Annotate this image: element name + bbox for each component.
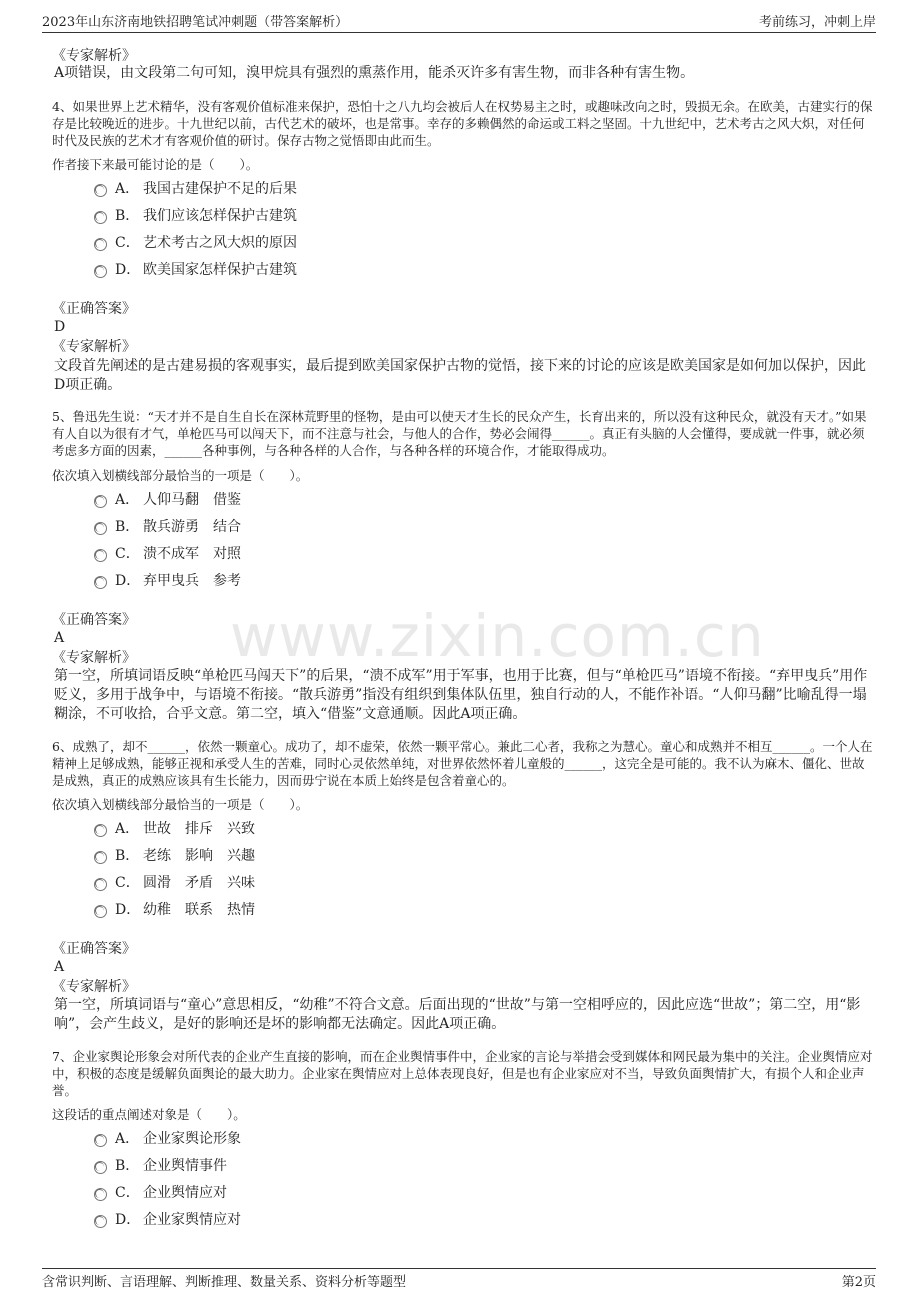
q7-prompt: 这段话的重点阐述对象是（ ）。 bbox=[52, 1107, 246, 1122]
radio-icon[interactable] bbox=[94, 1134, 107, 1147]
q6-option-d[interactable]: D． 幼稚 联系 热情 bbox=[94, 899, 255, 919]
radio-icon[interactable] bbox=[94, 549, 107, 562]
q5-option-a[interactable]: A． 人仰马翻 借鉴 bbox=[94, 489, 241, 509]
radio-icon[interactable] bbox=[94, 184, 107, 197]
radio-icon[interactable] bbox=[94, 1161, 107, 1174]
q6-answer: A bbox=[54, 959, 65, 975]
radio-icon[interactable] bbox=[94, 851, 107, 864]
header-slogan: 考前练习，冲刺上岸 bbox=[758, 14, 876, 30]
radio-icon[interactable] bbox=[94, 576, 107, 589]
radio-icon[interactable] bbox=[94, 522, 107, 535]
q4-option-c[interactable]: C． 艺术考古之风大炽的原因 bbox=[94, 232, 297, 252]
radio-icon[interactable] bbox=[94, 1188, 107, 1201]
q6-prompt: 依次填入划横线部分最恰当的一项是（ ）。 bbox=[52, 797, 309, 812]
q6-explanation: 第一空，所填词语与“童心”意思相反，“幼稚”不符合文意。后面出现的“世故”与第一空相呼应的，因此应选“世故”；第二空，用“影响”，会产生歧义，是好的影响还是坏的影响都无法确定。因此A项正确。 bbox=[54, 997, 861, 1032]
q7-option-d[interactable]: D． 企业家舆情应对 bbox=[94, 1209, 241, 1229]
q6-option-c[interactable]: C． 圆滑 矛盾 兴味 bbox=[94, 872, 255, 892]
q5-prompt: 依次填入划横线部分最恰当的一项是（ ）。 bbox=[52, 468, 309, 483]
q7-option-a[interactable]: A． 企业家舆论形象 bbox=[94, 1128, 241, 1148]
q4-explanation: 文段首先阐述的是古建易损的客观事实，最后提到欧美国家保护古物的觉悟，接下来的讨论的应该是欧美国家是如何加以保护，因此D项正确。 bbox=[54, 358, 866, 393]
q4-answer: D bbox=[54, 319, 66, 335]
q4-prompt: 作者接下来最可能讨论的是（ ）。 bbox=[52, 157, 259, 172]
q6-option-a[interactable]: A． 世故 排斥 兴致 bbox=[94, 818, 255, 838]
q7-stem: 7、企业家舆论形象会对所代表的企业产生直接的影响，而在企业舆情事件中，企业家的言论与举措会受到媒体和网民最为集中的关注。企业舆情应对中，积极的态度是缓解负面舆论的最大助力。企业家在舆情应对上总体表现良好，但是也有企业家应对不当，导致负面舆情扩大，有损个人和企业声誉。 bbox=[52, 1049, 873, 1098]
q4-option-a[interactable]: A． 我国古建保护不足的后果 bbox=[94, 178, 297, 198]
expert-label: 《专家解析》 bbox=[52, 650, 136, 666]
q7-option-b[interactable]: B． 企业舆情事件 bbox=[94, 1155, 227, 1175]
q5-stem: 5、鲁迅先生说：“天才并不是自生自长在深林荒野里的怪物，是由可以使天才生长的民众产生，长育出来的，所以没有这种民众，就没有天才。”如果有人自以为很有才气，单枪匹马可以闯天下，而不注意与社会，与他人的合作，势必会闹得______。真正有头脑的人会懂得，要成就一件事，就必须考虑多方面的因素，______各种事例，与各种各样的人合作，与各种各样的环境合作，才能取得成功。 bbox=[52, 409, 867, 458]
radio-icon[interactable] bbox=[94, 824, 107, 837]
q4-stem: 4、如果世界上艺术精华，没有客观价值标准来保护，恐怕十之八九均会被后人在权势易主之时，或趣味改向之时，毁损无余。在欧美，古建实行的保存是比较晚近的进步。十九世纪以前，古代艺术的破坏，也是常事。幸存的多赖偶然的命运或工料之坚固。十九世纪中，艺术考古之风大炽，对任何时代及民族的艺术才有客观价值的研讨。保存古物之觉悟即由此而生。 bbox=[52, 99, 873, 148]
q7-option-c[interactable]: C． 企业舆情应对 bbox=[94, 1182, 227, 1202]
correct-label: 《正确答案》 bbox=[52, 941, 136, 957]
page-footer bbox=[42, 1268, 876, 1291]
radio-icon[interactable] bbox=[94, 905, 107, 918]
correct-label: 《正确答案》 bbox=[52, 301, 136, 317]
page-header bbox=[42, 8, 876, 33]
correct-label: 《正确答案》 bbox=[52, 612, 136, 628]
radio-icon[interactable] bbox=[94, 238, 107, 251]
page-number: 第2页 bbox=[841, 1274, 876, 1290]
q4-option-d[interactable]: D． 欧美国家怎样保护古建筑 bbox=[94, 259, 297, 279]
expert-label: 《专家解析》 bbox=[52, 339, 136, 355]
radio-icon[interactable] bbox=[94, 878, 107, 891]
radio-icon[interactable] bbox=[94, 495, 107, 508]
q5-answer: A bbox=[54, 630, 65, 646]
radio-icon[interactable] bbox=[94, 265, 107, 278]
q5-option-d[interactable]: D． 弃甲曳兵 参考 bbox=[94, 570, 241, 590]
q4-option-b[interactable]: B． 我们应该怎样保护古建筑 bbox=[94, 205, 297, 225]
q3-explanation: A项错误，由文段第二句可知，溴甲烷具有强烈的熏蒸作用，能杀灭许多有害生物，而非各种有害生物。 bbox=[54, 65, 695, 81]
q6-option-b[interactable]: B． 老练 影响 兴趣 bbox=[94, 845, 255, 865]
header-title: 2023年山东济南地铁招聘笔试冲刺题（带答案解析） bbox=[42, 14, 349, 30]
q5-explanation: 第一空，所填词语反映“单枪匹马闯天下”的后果，“溃不成军”用于军事，也用于比赛，但与“单枪匹马”语境不衔接。“弃甲曳兵”用作贬义，多用于战争中，与语境不衔接。“散兵游勇”指没有组织到集体队伍里，独自行动的人，不能作补语。“人仰马翻”比喻乱得一塌糊涂，不可收拾，合乎文意。第二空，填入“借鉴”文意通顺。因此A项正确。 bbox=[54, 668, 868, 722]
q6-stem: 6、成熟了，却不______，依然一颗童心。成功了，却不虚荣，依然一颗平常心。兼此二心者，我称之为慧心。童心和成熟并不相互______。一个人在精神上足够成熟，能够正视和承受人生的苦难，同时心灵依然单纯，对世界依然怀着儿童般的______，这完全是可能的。我不认为麻木、僵化、世故是成熟，真正的成熟应该具有生长能力，因而毋宁说在本质上始终是包含着童心的。 bbox=[52, 739, 873, 788]
watermark: www.zixin.com.cn bbox=[230, 602, 765, 670]
footer-note: 含常识判断、言语理解、判断推理、数量关系、资料分析等题型 bbox=[42, 1274, 407, 1290]
q5-option-b[interactable]: B． 散兵游勇 结合 bbox=[94, 516, 241, 536]
radio-icon[interactable] bbox=[94, 211, 107, 224]
expert-label: 《专家解析》 bbox=[52, 979, 136, 995]
q5-option-c[interactable]: C． 溃不成军 对照 bbox=[94, 543, 241, 563]
radio-icon[interactable] bbox=[94, 1215, 107, 1228]
expert-label: 《专家解析》 bbox=[52, 48, 136, 64]
